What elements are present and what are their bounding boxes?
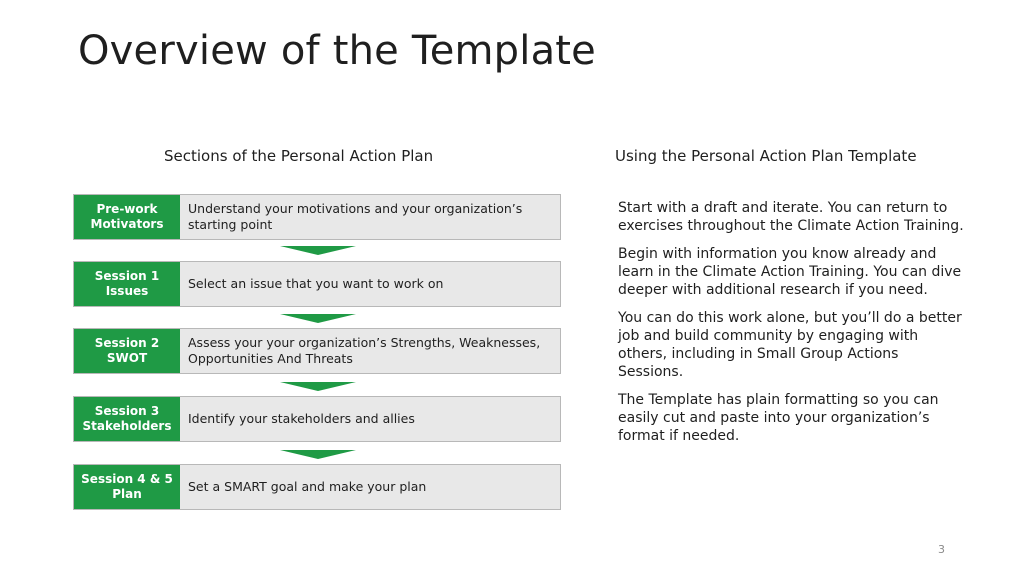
step-session-2 [73, 328, 561, 374]
step-description: Set a SMART goal and make your plan [188, 479, 427, 494]
step-label: Session 3 Stakeholders [74, 397, 180, 441]
step-prework [73, 194, 561, 240]
step-label: Pre-work Motivators [74, 195, 180, 239]
step-description: Assess your your organization’s Strengths, Weaknesses, Opportunities And Threats [188, 335, 541, 366]
step-label: Session 2 SWOT [74, 329, 180, 373]
note-paragraph: Start with a draft and iterate. You can return to exercises throughout the Climate Action Training. [618, 200, 964, 234]
step-description: Identify your stakeholders and allies [188, 411, 415, 426]
step-session-4-5 [73, 464, 561, 510]
page-number: 3 [938, 543, 945, 556]
slide-title: Overview of the Template [78, 28, 596, 74]
step-description: Understand your motivations and your organization’s starting point [188, 201, 523, 232]
left-column-heading: Sections of the Personal Action Plan [164, 147, 434, 165]
step-label: Session 1 Issues [74, 262, 180, 306]
arrow-down-icon [280, 382, 356, 391]
usage-notes [618, 199, 968, 455]
arrow-down-icon [280, 246, 356, 255]
note-paragraph: Begin with information you know already and learn in the Climate Action Training. You can dive deeper with additional research if you need. [618, 246, 962, 298]
right-column-heading: Using the Personal Action Plan Template [615, 147, 917, 165]
step-session-1 [73, 261, 561, 307]
note-paragraph: You can do this work alone, but you’ll do a better job and build community by engaging with others, including in Small Group Actions Sessions. [618, 310, 962, 380]
note-paragraph: The Template has plain formatting so you can easily cut and paste into your organization’s format if needed. [618, 392, 939, 444]
arrow-down-icon [280, 450, 356, 459]
step-session-3 [73, 396, 561, 442]
step-label: Session 4 & 5 Plan [74, 465, 180, 509]
arrow-down-icon [280, 314, 356, 323]
step-description: Select an issue that you want to work on [188, 276, 444, 291]
